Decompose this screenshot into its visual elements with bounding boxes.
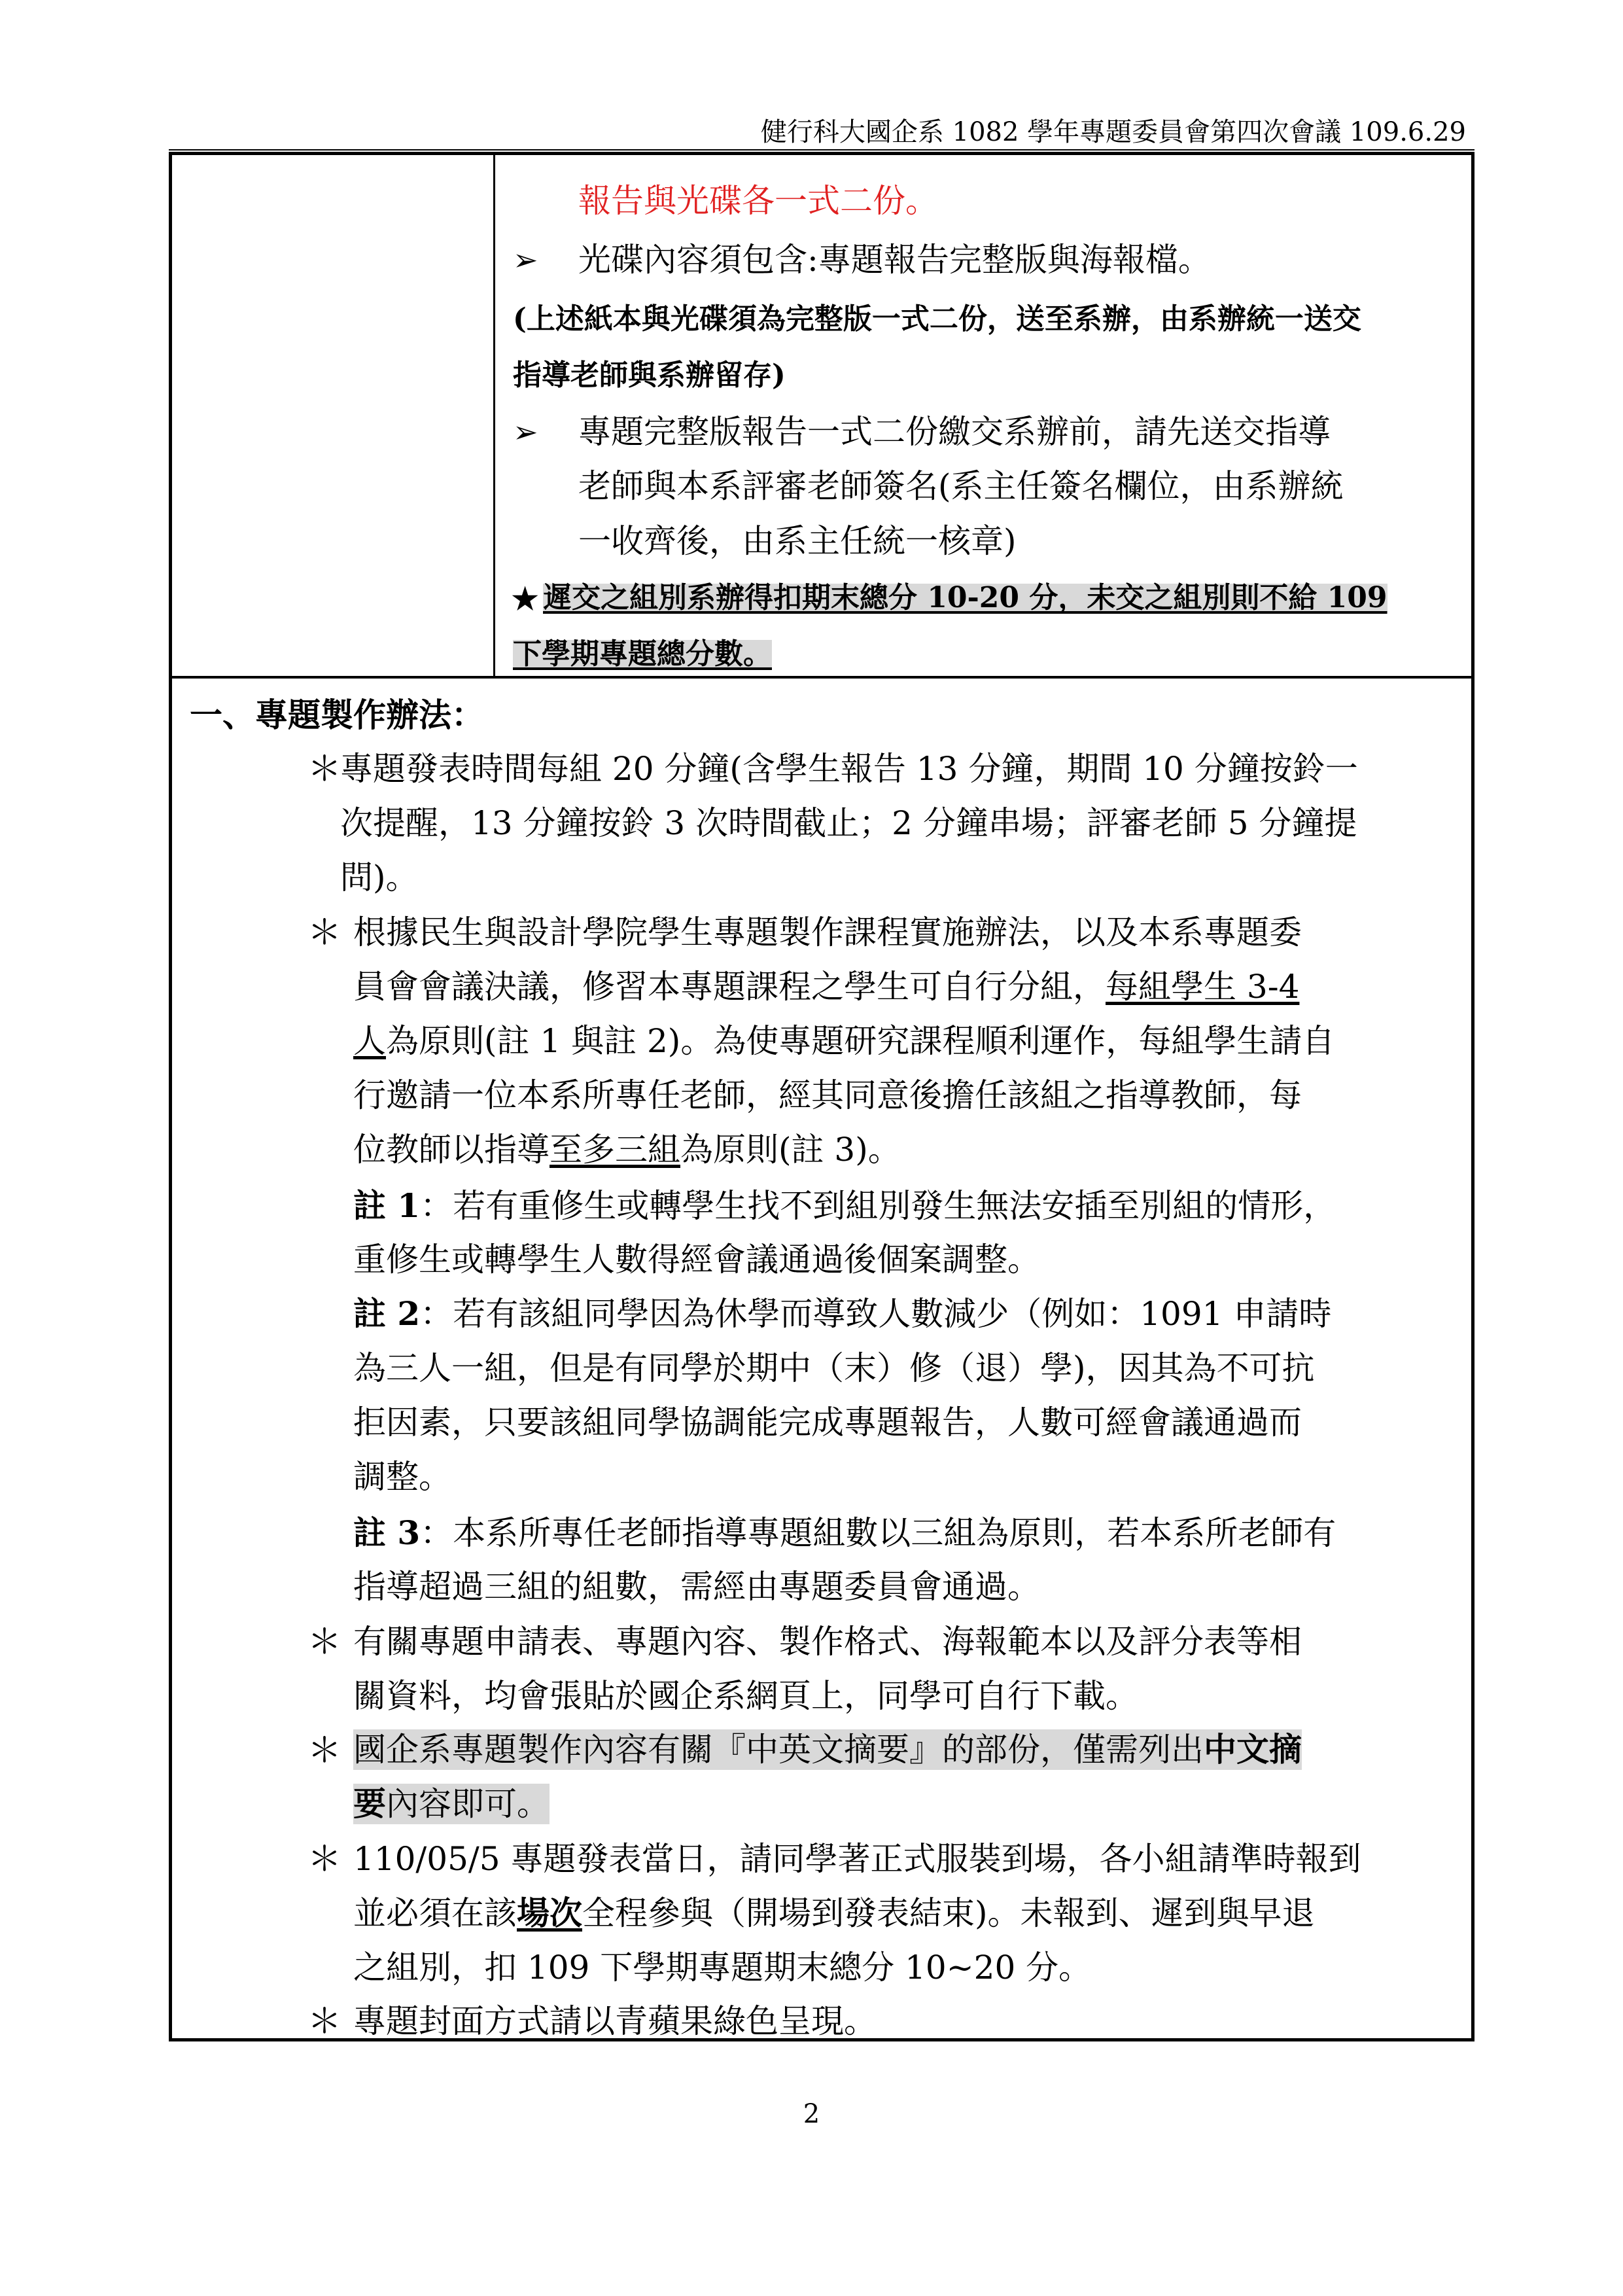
item3-line2: 關資料，均會張貼於國企系網頁上，同學可自行下載。 <box>353 1677 1138 1715</box>
late-penalty-line2: 下學期專題總分數。 <box>513 637 772 671</box>
bullet-submission-line2: 老師與本系評審老師簽名(系主任簽名欄位，由系辦統 <box>578 467 1344 505</box>
item2-line5: 位教師以指導至多三組為原則(註 3)。 <box>353 1131 901 1169</box>
arrow-bullet-icon: ➢ <box>513 414 538 450</box>
asterisk-bullet-icon: ＊ <box>307 750 342 789</box>
note3-line2: 指導超過三組的組數，需經由專題委員會通過。 <box>353 1568 1040 1606</box>
asterisk-bullet-icon: ＊ <box>307 913 342 953</box>
header-rule <box>169 149 1475 150</box>
asterisk-bullet-icon: ＊ <box>307 2002 342 2041</box>
item4-line1: 國企系專題製作內容有關『中英文摘要』的部份，僅需列出中文摘 <box>353 1730 1302 1769</box>
item3-line1: 有關專題申請表、專題內容、製作格式、海報範本以及評分表等相 <box>353 1623 1302 1661</box>
late-penalty-line1: 遲交之組別系辦得扣期末總分 10-20 分，未交之組別則不給 109 <box>543 581 1387 614</box>
note2-line3: 拒因素，只要該組同學協調能完成專題報告，人數可經會議通過而 <box>353 1404 1302 1441</box>
asterisk-bullet-icon: ＊ <box>307 1623 342 1662</box>
note2-line1: 註 2：若有該組同學因為休學而導致人數減少（例如：1091 申請時 <box>353 1294 1332 1333</box>
note3-line1: 註 3：本系所專任老師指導專題組數以三組為原則，若本系所老師有 <box>353 1513 1336 1552</box>
bullet-disc-content: 光碟內容須包含:專題報告完整版與海報檔。 <box>578 241 1211 279</box>
note1-line1: 註 1：若有重修生或轉學生找不到組別發生無法安插至別組的情形， <box>353 1186 1336 1225</box>
item2-line2: 員會會議決議，修習本專題課程之學生可自行分組，每組學生 3-4 <box>353 968 1300 1006</box>
document-header: 健行科大國企系 1082 學年專題委員會第四次會議 109.6.29 <box>760 117 1466 147</box>
item6-line1: 專題封面方式請以青蘋果綠色呈現。 <box>353 2002 877 2040</box>
item5-line1: 110/05/5 專題發表當日，請同學著正式服裝到場，各小組請準時報到 <box>353 1840 1361 1878</box>
asterisk-bullet-icon: ＊ <box>307 1731 342 1771</box>
arrow-bullet-icon: ➢ <box>513 242 538 277</box>
item2-line4: 行邀請一位本系所專任老師，經其同意後擔任該組之指導教師，每 <box>353 1076 1302 1114</box>
bullet-submission-line3: 一收齊後，由系主任統一核章) <box>578 522 1017 560</box>
page-number: 2 <box>803 2099 820 2129</box>
item1-line3: 問)。 <box>340 858 419 896</box>
note2-line2: 為三人一組，但是有同學於期中（末）修（退）學)，因其為不可抗 <box>353 1349 1315 1387</box>
column-divider <box>493 152 495 677</box>
max-groups-highlight: 至多三組 <box>550 1131 680 1169</box>
star-icon: ★ <box>512 581 539 616</box>
note2-line4: 調整。 <box>353 1458 451 1496</box>
item1-line1: 專題發表時間每組 20 分鐘(含學生報告 13 分鐘，期間 10 分鐘按鈴一 <box>340 750 1358 788</box>
item2-line3: 人為原則(註 1 與註 2)。為使專題研究課程順利運作，每組學生請自 <box>353 1022 1335 1060</box>
row-divider <box>169 676 1475 679</box>
asterisk-bullet-icon: ＊ <box>307 1840 342 1879</box>
item5-line3: 之組別，扣 109 下學期專題期末總分 10~20 分。 <box>353 1949 1092 1987</box>
paren-note-line1: (上述紙本與光碟須為完整版一式二份，送至系辦，由系辦統一送交 <box>513 302 1361 336</box>
item2-line1: 根據民生與設計學院學生專題製作課程實施辦法，以及本系專題委 <box>353 913 1302 951</box>
paren-note-line2: 指導老師與系辦留存) <box>513 359 786 392</box>
item5-line2: 並必須在該場次全程參與（開場到發表結束)。未報到、遲到與早退 <box>353 1894 1315 1932</box>
group-size-highlight: 每組學生 3-4 <box>1106 968 1300 1006</box>
item4-line2: 要內容即可。 <box>353 1784 550 1823</box>
bullet-submission-line1: 專題完整版報告一式二份繳交系辦前，請先送交指導 <box>578 413 1331 451</box>
item1-line2: 次提醒，13 分鐘按鈴 3 次時間截止；2 分鐘串場；評審老師 5 分鐘提 <box>340 804 1357 842</box>
red-note: 報告與光碟各一式二份。 <box>578 182 938 220</box>
section-title: 一、專題製作辦法： <box>190 696 484 734</box>
note1-line2: 重修生或轉學生人數得經會議通過後個案調整。 <box>353 1241 1040 1279</box>
